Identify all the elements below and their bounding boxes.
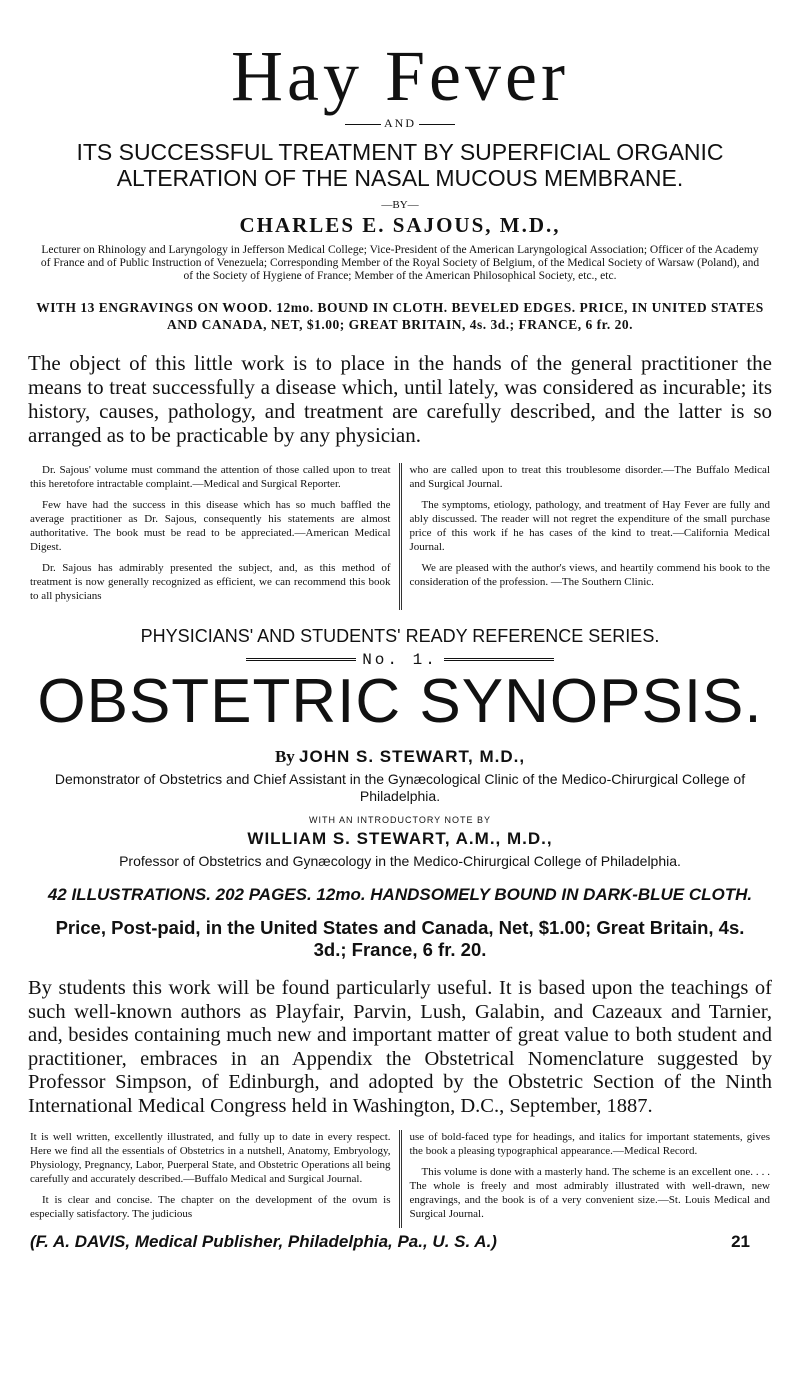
- and-separator: [0, 116, 800, 131]
- review-text: The symptoms, etiology, pathology, and treatment of Hay Fever are fully and ably discussed. The reader will not regret the expenditure of the small purchase price of this work if he has cases of the kind to treat.—California Medical Journal.: [409, 499, 770, 553]
- publisher-line: (F. A. DAVIS, Medical Publisher, Philadelphia, Pa., U. S. A.): [30, 1232, 497, 1251]
- obstetric-reviews: [30, 1130, 770, 1228]
- hay-fever-title: Hay Fever: [231, 36, 569, 116]
- review-text: It is clear and concise. The chapter on the development of the ovum is especially satisfactory. The judicious: [30, 1194, 391, 1220]
- author2-role: Professor of Obstetrics and Gynæcology in the Medico-Chirurgical College of Philadelphia.: [119, 853, 681, 869]
- by-line: —BY—: [381, 199, 419, 211]
- rule-left: [246, 658, 356, 661]
- review-column-left: [30, 1130, 399, 1228]
- review-text: We are pleased with the author's views, and heartily commend his book to the consideration of the profession. —The Southern Clinic.: [409, 562, 770, 588]
- obstetric-specs: 42 ILLUSTRATIONS. 202 PAGES. 12mo. HANDSOMELY BOUND IN DARK-BLUE CLOTH.: [47, 885, 753, 904]
- review-text: Dr. Sajous has admirably presented the subject, and, as this method of treatment is now generally recognized as efficient, we can recommend this book to all physicians: [30, 562, 391, 602]
- obstetric-author-line: [0, 747, 800, 767]
- obstetric-price: Price, Post-paid, in the United States and Canada, Net, $1.00; Great Britain, 4s. 3d.; France, 6 fr. 20.: [55, 917, 745, 960]
- hay-fever-subtitle: ITS SUCCESSFUL TREATMENT BY SUPERFICIAL ORGANIC ALTERATION OF THE NASAL MUCOUS MEMBRANE.: [76, 139, 724, 191]
- intro-note-label: WITH AN INTRODUCTORY NOTE BY: [308, 815, 491, 825]
- review-column-right: [399, 463, 771, 610]
- author-john-stewart: JOHN S. STEWART, M.D.,: [299, 747, 526, 766]
- rule-right: [419, 124, 455, 125]
- review-text: Dr. Sajous' volume must command the attention of those called upon to treat this heretofore intractable complaint.—Medical and Surgical Reporter.: [30, 464, 391, 490]
- rule-left: [345, 124, 381, 125]
- page-number: 21: [731, 1232, 750, 1251]
- series-number-text: No. 1.: [362, 651, 438, 669]
- review-text: who are called upon to treat this troublesome disorder.—The Buffalo Medical and Surgical Journal.: [409, 464, 770, 490]
- obstetric-title: OBSTETRIC SYNOPSIS.: [37, 667, 763, 736]
- rule-right: [444, 658, 554, 661]
- author-sajous: CHARLES E. SAJOUS, M.D.,: [239, 213, 561, 237]
- hay-fever-description: The object of this little work is to place in the hands of the general practitioner the means to treat successfully a disease which, until lately, was considered as incurable; its history, causes, pathology, and treatment are carefully described, and the latter is so arranged as to be practicable by any physician.: [28, 351, 772, 447]
- author-credentials: Lecturer on Rhinology and Laryngology in Jefferson Medical College; Vice-President of the American Laryngological Association; Officer of the Academy of France and of Public Instruction of Venezuela; Corresponding Member of the Royal Society of Belgium, of the Medical Society of Warsaw (Poland), and of the Society of Hygiene of France; Member of the American Philosophical Society, etc., etc.: [40, 244, 760, 282]
- author-role: Demonstrator of Obstetrics and Chief Assistant in the Gynæcological Clinic of the Medico-Chirurgical College of Philadelphia.: [54, 771, 746, 804]
- author-william-stewart: WILLIAM S. STEWART, A.M., M.D.,: [247, 829, 553, 848]
- review-text: It is well written, excellently illustrated, and fully up to date in every respect. Here we find all the essentials of Obstetrics in a nutshell, Anatomy, Embryology, Physiology, Pregnancy, Labor, Puerperal State, and Obstetric Operations all being carefully and accurately described.—Buffalo Medical and Surgical Journal.: [30, 1131, 391, 1185]
- obstetric-description: By students this work will be found particularly useful. It is based upon the teachings of such well-known authors as Playfair, Parvin, Lush, Galabin, and Cazeaux and Tarnier, and, besides containing much new and important matter of great value to both student and practitioner, embraces in an Appendix the Obstetrical Nomenclature suggested by Professor Simpson, of Edinburgh, and adopted by the Obstetric Section of the Ninth International Medical Congress held in Washington, D.C., September, 1887.: [28, 977, 772, 1117]
- review-column-left: [30, 463, 399, 610]
- series-heading: PHYSICIANS' AND STUDENTS' READY REFERENCE SERIES.: [140, 626, 660, 646]
- review-text: This volume is done with a masterly hand. The scheme is an excellent one. . . . The whole is freely and most admirably illustrated with well-drawn, new engravings, and the book is of a very convenient size.—St. Louis Medical and Surgical Journal.: [409, 1166, 770, 1220]
- and-text: AND: [384, 116, 416, 130]
- review-column-right: [399, 1130, 771, 1228]
- publisher-footer: [30, 1232, 770, 1252]
- hay-fever-specs: WITH 13 ENGRAVINGS ON WOOD. 12mo. BOUND IN CLOTH. BEVELED EDGES. PRICE, IN UNITED STATES AND CANADA, NET, $1.00; GREAT BRITAIN, 4s. 3d.; FRANCE, 6 fr. 20.: [36, 300, 764, 332]
- review-text: Few have had the success in this disease which has so much baffled the average practitioner as Dr. Sajous, consequently his statements are almost authoritative. The book must be read to be appreciated.—American Medical Digest.: [30, 499, 391, 553]
- hay-fever-reviews: [30, 463, 770, 610]
- by-prefix: By: [274, 747, 295, 766]
- review-text: use of bold-faced type for headings, and italics for important statements, gives the book a pleasing typographical appearance.—Medical Record.: [409, 1131, 770, 1157]
